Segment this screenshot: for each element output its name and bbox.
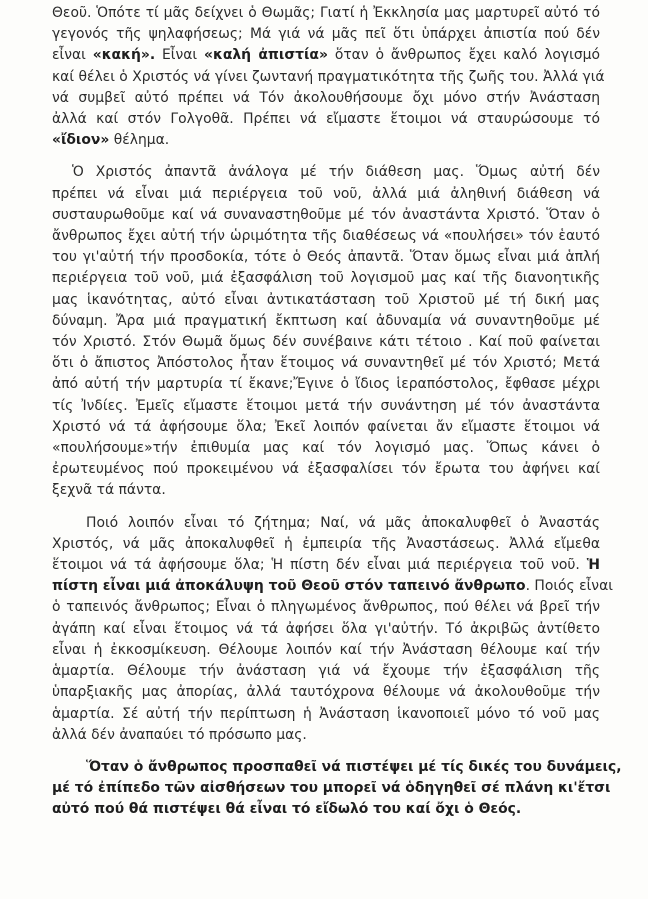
text-line: «πουλήσουμε»τήν ἐπιθυμία μας καί τόν λογισμό μας. Ὅπως κάνει ὁ: [52, 440, 600, 457]
text-line: Ὁ Χριστός ἀπαντᾶ ἀνάλογα μέ τήν διάθεση μας. Ὅμως αὐτή δέν: [72, 164, 600, 181]
text-line: ἄνθρωπος ἔχει αὐτή τήν ὡριμότητα τῆς διαθέσεως νά «πουλήσει» τόν ἑαυτό: [52, 228, 600, 245]
text-line: ξεχνᾶ τά πάντα.: [52, 482, 166, 499]
text-line: εἶναι ἡ ἐκκοσμίκευση. Θέλουμε λοιπόν καί τήν Ἀνάσταση θέλουμε καί τήν: [52, 641, 600, 658]
text-line: νά συμβεῖ αὐτό πρέπει νά Τόν ἀκολουθήσουμε ὄχι μόνο στήν Ἀνάσταση: [52, 89, 600, 106]
text-line: ἀλλά δέν ἀναπαύει τό πρόσωπο μας.: [52, 726, 307, 743]
text-line: ἀγάπη καί εἶναι ἕτοιμος νά τά ἀφήσει ὅλα γι'αὐτήν. Τό ἀκριβῶς ἀντίθετο: [52, 620, 600, 637]
text-run: . Ποιός εἶναι: [525, 578, 613, 595]
bold-phrase-i: Ἡ: [586, 557, 600, 574]
text-line: Ποιό λοιπόν εἶναι τό ζήτημα; Ναί, νά μᾶς ἀποκαλυφθεῖ ὁ Ἀναστάς: [86, 514, 600, 531]
text-line: Χριστός, νά μᾶς ἀποκαλυφθεῖ ἡ ἐμπειρία τῆς Ἀναστάσεως. Ἀλλά εἴμεθα: [52, 535, 600, 552]
text-line: ἀλλά καί στόν Γολγοθᾶ. Πρέπει νά εἴμαστε ἕτοιμοι νά σταυρώσουμε τό: [52, 111, 600, 128]
text-line: πρέπει νά εἶναι μιά περιέργεια τοῦ νοῦ, ἀλλά μιά ἀληθινή διάθεση νά: [52, 185, 600, 202]
paragraph-4: [52, 757, 622, 821]
text-line: καί θέλει ὁ Χριστός νά γίνει ζωντανή πραγματικότητα τῆς ζωῆς του. Ἀλλά γιά: [52, 68, 605, 85]
text-line: μας ἱκανότητας, αὐτό εἶναι ἀντικατάσταση τοῦ Χριστοῦ μέ τή δική μας: [52, 291, 600, 308]
paragraph-3: [52, 513, 613, 746]
text-line: [52, 576, 613, 597]
paragraph-2: [52, 162, 600, 501]
text-line: συσταυρωθοῦμε καί νά συναναστηθοῦμε μέ τόν ἀναστάντα Χριστό. Ὅταν ὁ: [52, 206, 600, 223]
text-line: Ὅταν ὁ ἄνθρωπος προσπαθεῖ νά πιστέψει μέ τίς δικές του δυνάμεις,: [86, 758, 622, 775]
text-line: Θεοῦ. Ὁπότε τί μᾶς δείχνει ὁ Θωμᾶς; Γιατί ἡ Ἐκκλησία μας μαρτυρεῖ αὐτό τό: [52, 5, 600, 21]
text-line: του γι'αὐτή τήν προσδοκία, τότε ὁ Θεός ἀπαντᾶ. Ὅταν ὅμως εἶναι μιά ἁπλή: [52, 249, 600, 266]
bold-phrase-kali-apistia: «καλή ἀπιστία»: [204, 47, 328, 64]
text-line: [52, 555, 600, 576]
text-run: ἕτοιμοι νά τά ἀφήσουμε ὅλα; Ἡ πίστη δέν εἶναι μιά περιέργεια τοῦ νοῦ.: [52, 557, 587, 574]
text-line: περιέργεια τοῦ νοῦ, μιά ἐξασφάλιση τοῦ λογισμοῦ μας καί τῆς διανοητικῆς: [52, 270, 600, 287]
text-line: τόν Χριστό. Στόν Θωμᾶ ὅμως δέν συνέβαινε κάτι τέτοιο . Καί ποῦ φαίνεται: [52, 334, 600, 351]
text-line: ἁμαρτία. Θέλουμε τήν ἀνάσταση γιά νά ἔχουμε τήν ἐξασφάλιση τῆς: [52, 663, 600, 680]
text-line: ὅτι ὁ ἄπιστος Ἀπόστολος ἦταν ἕτοιμος νά συναντηθεῖ μέ τόν Χριστό; Μετά: [52, 355, 600, 372]
bold-phrase-idion: «ἴδιον»: [52, 132, 110, 149]
text-line: αὐτό πού θά πιστέψει θά εἶναι τό εἴδωλό του καί ὄχι ὁ Θεός.: [52, 801, 522, 818]
text-run: Εἶναι: [155, 47, 204, 64]
text-line: ἁμαρτία. Σέ αὐτή τήν περίπτωση ἡ Ἀνάσταση ἱκανοποιεῖ μόνο τό νοῦ μας: [52, 705, 600, 722]
text-line: [52, 130, 600, 151]
text-line: Χριστό νά τά ἀφήσουμε ὅλα; Ἐκεῖ λοιπόν φαίνεται ἄν εἴμαστε ἕτοιμοι νά: [52, 418, 600, 435]
text-line: τίς Ἰνδίες. Ἐμεῖς εἴμαστε ἕτοιμοι μετά τήν συνάντηση μέ τόν ἀναστάντα: [52, 397, 600, 414]
text-run: θέλημα.: [109, 132, 170, 149]
text-line: [52, 45, 600, 66]
text-line: δύναμη. Ἄρα μιά πραγματική ἔκπτωση καί ἀδυναμία νά συναντηθοῦμε μέ: [52, 312, 600, 329]
bold-phrase-pisti: πίστη εἶναι μιά ἀποκάλυψη τοῦ Θεοῦ στόν ταπεινό ἄνθρωπο: [52, 578, 526, 595]
text-line: ὁ ταπεινός ἄνθρωπος; Εἶναι ὁ πληγωμένος ἄνθρωπος, πού θέλει νά βρεῖ τήν: [52, 599, 600, 616]
text-line: ἀπό αὐτή τήν μαρτυρία τί ἔκανε;Ἔγινε ὁ ἴδιος ἱεραπόστολος, ἔφθασε μέχρι: [52, 376, 600, 393]
text-line: ἐρωτευμένος πού προκειμένου νά ἐξασφαλίσει τόν ἔρωτα του ἀφήνει καί: [52, 461, 600, 478]
text-run: ὅταν ὁ ἄνθρωπος ἔχει καλό λογισμό: [327, 47, 600, 64]
text-line: μέ τό ἐπίπεδο τῶν αἰσθήσεων του μπορεῖ νά ὁδηγηθεῖ σέ πλάνη κι'ἔτσι: [52, 780, 611, 797]
paragraph-1: [52, 3, 605, 151]
text-line: γεγονός τῆς ψηλαφήσεως; Μά γιά νά μᾶς πεῖ ὅτι ὑπάρχει ἀπιστία πού δέν: [52, 26, 600, 43]
text-line: ὑπαρξιακῆς μας ἀπορίας, ἀλλά ταυτόχρονα θέλουμε νά ἀκολουθοῦμε τήν: [52, 684, 600, 701]
text-run: εἶναι: [52, 47, 93, 64]
bold-phrase-kaki: «κακή».: [92, 47, 156, 64]
